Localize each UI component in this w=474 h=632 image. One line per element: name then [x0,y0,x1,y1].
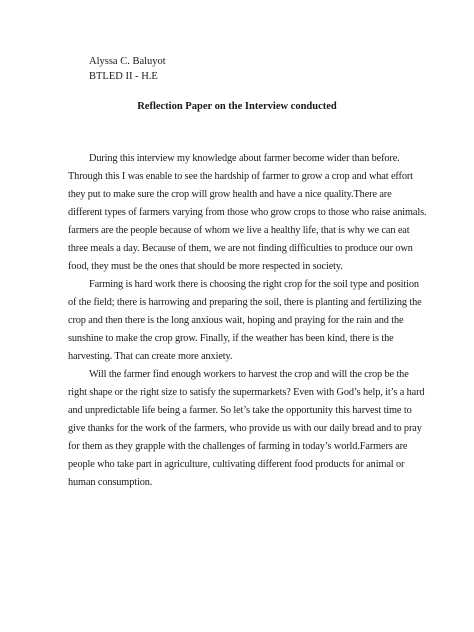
paragraph-line: Farming is hard work there is choosing the right crop for the soil type and position [89,279,419,290]
paragraph-line: right shape or the right size to satisfy the supermarkets? Even with God’s help, it’s a hard [68,387,425,398]
author-block [89,54,166,84]
paragraph-line: of the field; there is harrowing and preparing the soil, there is planting and fertilizing the [68,297,422,308]
paragraph-line: they put to make sure the crop will grow health and have a nice quality.There are [68,189,392,200]
paragraph-line: for them as they grapple with the challenges of farming in today’s world.Farmers are [68,441,408,452]
paragraph-line: different types of farmers varying from those who grow crops to those who raise animals. [68,207,427,218]
paragraph-line: harvesting. That can create more anxiety. [68,351,233,362]
paragraph-line: three meals a day. Because of them, we are not finding difficulties to produce our own [68,243,413,254]
author-name: Alyssa C. Baluyot [89,56,166,67]
paragraph-line: and unpredictable life being a farmer. So let’s take the opportunity this harvest time to [68,405,412,416]
paragraph-line: crop and then there is the long anxious wait, hoping and praying for the rain and the [68,315,404,326]
paragraph-line: people who take part in agriculture, cultivating different food products for animal or [68,459,405,470]
document-body [68,150,427,492]
document-title: Reflection Paper on the Interview conducted [137,101,337,112]
paragraph-line: During this interview my knowledge about farmer become wider than before. [89,153,400,164]
author-course: BTLED II - H.E [89,71,158,82]
paragraph-line: farmers are the people because of whom we live a healthy life, that is why we can eat [68,225,410,236]
paragraph-line: Will the farmer find enough workers to harvest the crop and will the crop be the [89,369,409,380]
paragraph-line: give thanks for the work of the farmers, who provide us with our daily bread and to pray [68,423,422,434]
paragraph-line: Through this I was enable to see the hardship of farmer to grow a crop and what effort [68,171,413,182]
paragraph-line: sunshine to make the crop grow. Finally, if the weather has been kind, there is the [68,333,394,344]
paragraph-line: food, they must be the ones that should be more respected in society. [68,261,343,272]
paragraph-line: human consumption. [68,477,153,488]
